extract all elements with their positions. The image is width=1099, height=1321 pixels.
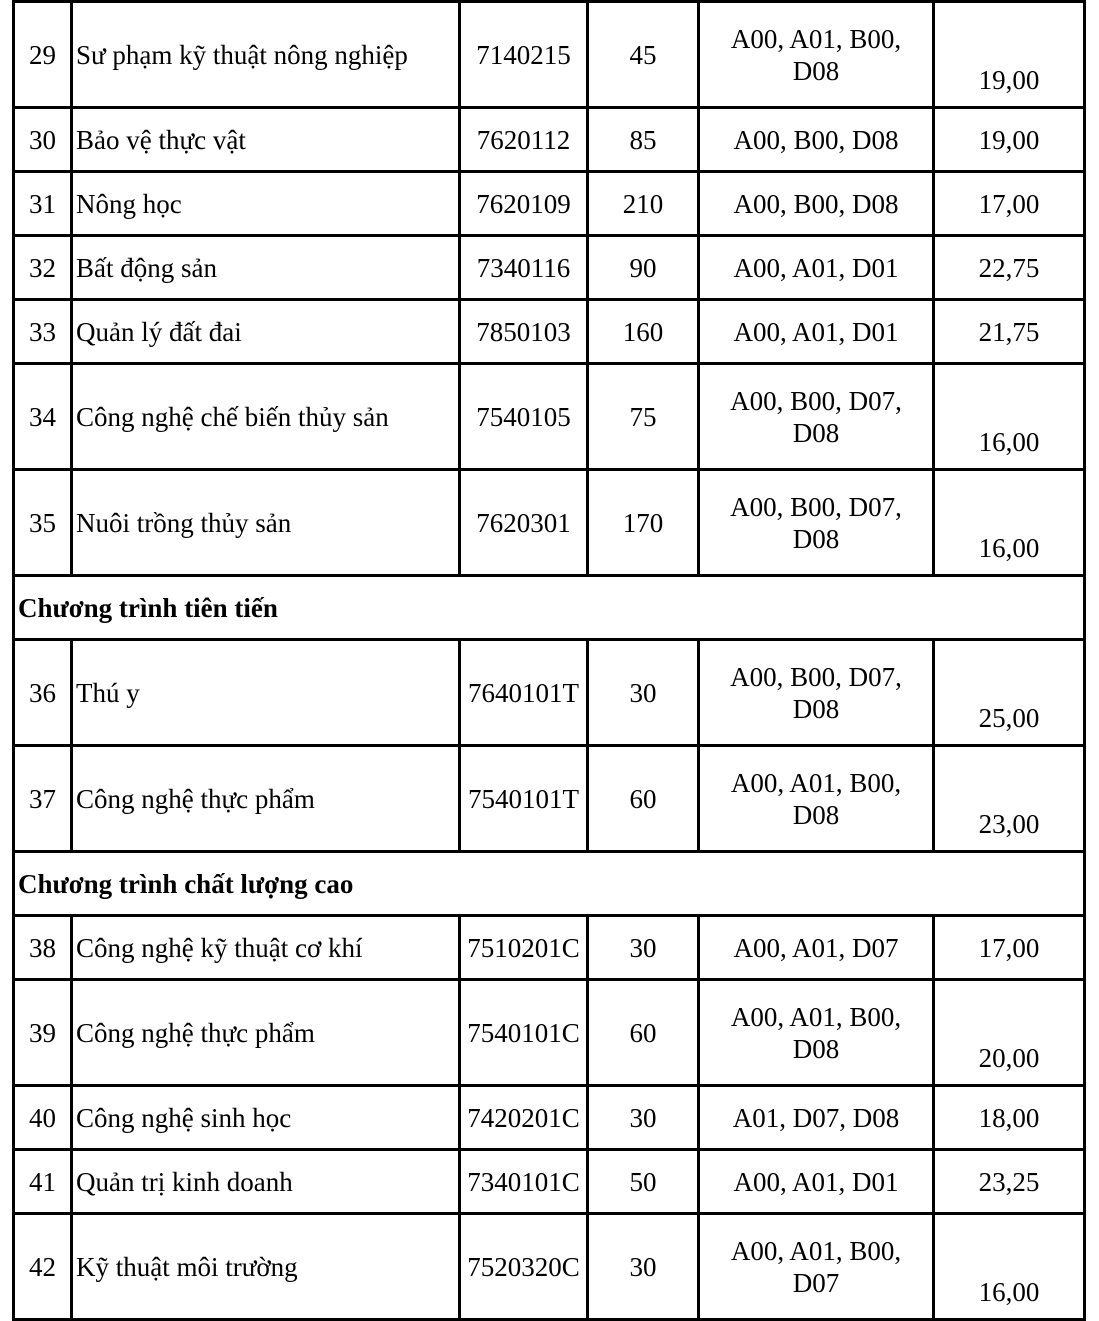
section-row [14,576,1085,640]
row-number: 41 [14,1150,72,1214]
benchmark-score: 22,75 [934,236,1085,300]
table-row [14,1086,1085,1150]
subject-combination-line: D08 [792,55,840,86]
quota: 90 [588,236,699,300]
major-code: 7520320C [460,1214,588,1320]
benchmark-score: 18,00 [934,1086,1085,1150]
table-row [14,916,1085,980]
major-code: 7640101T [460,640,588,746]
subject-combination [699,746,934,852]
subject-combination-line: A00, A01, B00, [730,1001,902,1032]
major-name: Bất động sản [72,236,460,300]
subject-combination: A01, D07, D08 [699,1086,934,1150]
table-row [14,2,1085,108]
major-code: 7620112 [460,108,588,172]
major-name: Quản trị kinh doanh [72,1150,460,1214]
major-code: 7420201C [460,1086,588,1150]
table-row [14,1150,1085,1214]
subject-combination-line: D08 [792,417,840,448]
subject-combination-line: D07 [792,1267,840,1298]
subject-combination [699,980,934,1086]
major-name: Công nghệ chế biến thủy sản [72,364,460,470]
major-code: 7510201C [460,916,588,980]
quota: 30 [588,916,699,980]
subject-combination: A00, A01, D01 [699,1150,934,1214]
table-row [14,470,1085,576]
row-number: 33 [14,300,72,364]
table-row [14,108,1085,172]
table-row [14,172,1085,236]
benchmark-score: 25,00 [934,640,1085,746]
subject-combination [699,470,934,576]
benchmark-score: 21,75 [934,300,1085,364]
benchmark-score: 20,00 [934,980,1085,1086]
quota: 160 [588,300,699,364]
benchmark-score: 19,00 [934,108,1085,172]
row-number: 34 [14,364,72,470]
subject-combination-line: D08 [792,523,840,554]
section-heading-high-quality-program: Chương trình chất lượng cao [14,852,1085,916]
row-number: 31 [14,172,72,236]
quota: 210 [588,172,699,236]
major-code: 7850103 [460,300,588,364]
row-number: 39 [14,980,72,1086]
admission-score-table [12,0,1086,1321]
subject-combination [699,364,934,470]
major-name: Nuôi trồng thủy sản [72,470,460,576]
subject-combination: A00, B00, D08 [699,108,934,172]
row-number: 29 [14,2,72,108]
subject-combination-line: A00, B00, D07, [730,661,902,692]
quota: 60 [588,746,699,852]
subject-combination-line: D08 [792,1033,840,1064]
subject-combination-line: A00, A01, B00, [730,1235,902,1266]
quota: 30 [588,640,699,746]
major-code: 7620109 [460,172,588,236]
quota: 30 [588,1214,699,1320]
row-number: 36 [14,640,72,746]
row-number: 35 [14,470,72,576]
major-name: Công nghệ thực phẩm [72,746,460,852]
table-row [14,1214,1085,1320]
subject-combination: A00, A01, D01 [699,300,934,364]
quota: 60 [588,980,699,1086]
subject-combination-line: A00, A01, B00, [730,767,902,798]
subject-combination [699,640,934,746]
benchmark-score: 16,00 [934,364,1085,470]
section-heading-advanced-program: Chương trình tiên tiến [14,576,1085,640]
subject-combination: A00, A01, D07 [699,916,934,980]
quota: 85 [588,108,699,172]
major-code: 7540101C [460,980,588,1086]
major-code: 7340116 [460,236,588,300]
benchmark-score: 19,00 [934,2,1085,108]
subject-combination-line: D08 [792,799,840,830]
quota: 170 [588,470,699,576]
subject-combination: A00, A01, D01 [699,236,934,300]
row-number: 38 [14,916,72,980]
table-row [14,236,1085,300]
row-number: 40 [14,1086,72,1150]
quota: 30 [588,1086,699,1150]
benchmark-score: 23,00 [934,746,1085,852]
benchmark-score: 23,25 [934,1150,1085,1214]
major-code: 7140215 [460,2,588,108]
row-number: 32 [14,236,72,300]
benchmark-score: 16,00 [934,470,1085,576]
major-name: Công nghệ sinh học [72,1086,460,1150]
subject-combination-line: D08 [792,693,840,724]
subject-combination-line: A00, A01, B00, [730,23,902,54]
subject-combination-line: A00, B00, D07, [730,491,902,522]
quota: 50 [588,1150,699,1214]
section-row [14,852,1085,916]
major-name: Quản lý đất đai [72,300,460,364]
major-name: Nông học [72,172,460,236]
quota: 75 [588,364,699,470]
benchmark-score: 17,00 [934,916,1085,980]
major-name: Thú y [72,640,460,746]
major-name: Bảo vệ thực vật [72,108,460,172]
major-code: 7620301 [460,470,588,576]
subject-combination [699,2,934,108]
table-row [14,640,1085,746]
quota: 45 [588,2,699,108]
row-number: 37 [14,746,72,852]
table-row [14,300,1085,364]
major-code: 7340101C [460,1150,588,1214]
benchmark-score: 17,00 [934,172,1085,236]
major-name: Công nghệ kỹ thuật cơ khí [72,916,460,980]
table-row [14,746,1085,852]
row-number: 30 [14,108,72,172]
table-row [14,980,1085,1086]
major-code: 7540101T [460,746,588,852]
subject-combination: A00, B00, D08 [699,172,934,236]
benchmark-score: 16,00 [934,1214,1085,1320]
major-name: Kỹ thuật môi trường [72,1214,460,1320]
subject-combination [699,1214,934,1320]
subject-combination-line: A00, B00, D07, [730,385,902,416]
major-name: Sư phạm kỹ thuật nông nghiệp [72,2,460,108]
row-number: 42 [14,1214,72,1320]
major-code: 7540105 [460,364,588,470]
major-name: Công nghệ thực phẩm [72,980,460,1086]
table-row [14,364,1085,470]
